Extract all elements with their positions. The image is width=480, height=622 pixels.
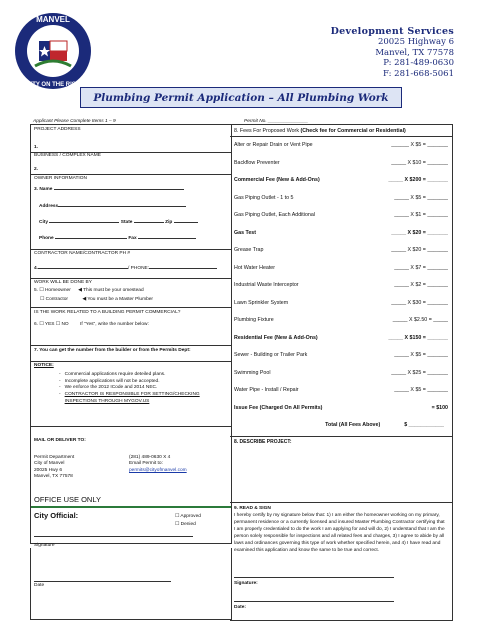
form-title: Plumbing Permit Application – All Plumbing Work xyxy=(93,92,389,104)
notice-item: We enforce the 2012 ICode and 2014 NEC. xyxy=(64,385,158,391)
city-seal-logo xyxy=(13,11,93,91)
contractor-name-input[interactable] xyxy=(38,268,128,269)
permit-email-link[interactable]: permits@cityofmanvel.com xyxy=(129,467,187,473)
fee-label: Gas Test xyxy=(234,229,256,236)
fees-section xyxy=(230,124,453,621)
homeowner-checkbox[interactable]: 5. ☐ Homeowner xyxy=(34,288,71,293)
owner-fax-input[interactable] xyxy=(138,238,196,239)
fee-row xyxy=(234,212,448,218)
department-address2: Manvel, TX 77578 xyxy=(375,47,454,58)
owner-zip-label: Zip xyxy=(165,220,173,225)
fee-amount-input[interactable]: _____ X $5 = _______ xyxy=(394,387,448,393)
fee-row xyxy=(234,370,448,376)
fee-row xyxy=(234,265,448,271)
fee-label: Commercial Fee (New & Add-Ons) xyxy=(234,177,320,183)
contractor-checkbox[interactable]: ☐ Contractor xyxy=(40,297,69,302)
department-title: Development Services xyxy=(330,26,454,37)
fee-label: Swimming Pool xyxy=(234,369,271,376)
fee-row xyxy=(234,142,448,148)
business-label: BUSINESS / COMPLEX NAME xyxy=(34,153,101,158)
owner-name-label: 3. Name xyxy=(34,187,53,192)
fee-row xyxy=(234,317,448,323)
approved-checkbox[interactable]: ☐ Approved xyxy=(175,514,201,519)
fees-header: 8. Fees For Proposed Work xyxy=(234,128,301,134)
contact-phone: (281) 489-0630 X 4 xyxy=(129,455,171,460)
fee-row xyxy=(234,195,448,201)
fee-amount-input[interactable]: _____ X $1 = _______ xyxy=(394,212,448,218)
office-use-title: OFFICE USE ONLY xyxy=(34,495,101,504)
fee-label: Alter or Repair Drain or Vent Pipe xyxy=(234,142,313,148)
owner-city-input[interactable] xyxy=(49,222,119,223)
contractor-note: You must be a Master Plumber xyxy=(87,297,154,302)
notice-item: Incomplete applications will not be accepted. xyxy=(64,378,160,384)
fee-row xyxy=(234,282,448,288)
svg-text:CITY ON THE RISE: CITY ON THE RISE xyxy=(26,82,80,88)
notice-item: Commercial applications require deteiled plans. xyxy=(64,372,166,377)
item7-label: 7. You can get the number from the builder or from the Permits Dept: xyxy=(34,348,191,353)
permit-number: Permit No. _______________ xyxy=(244,119,309,124)
fee-label: Residential Fee (New & Add-Ons) xyxy=(234,334,318,341)
applicant-section xyxy=(30,124,232,544)
fee-row xyxy=(234,160,448,166)
contact-email-label: Email Permit to: xyxy=(129,461,163,467)
fee-label: Gas Piping Outlet, Each Additional xyxy=(234,212,315,218)
owner-address-label: Address xyxy=(39,204,59,209)
item2-label: 2. xyxy=(34,167,39,172)
contractor-label: CONTRACTOR NAME/CONTRACTOR PH # xyxy=(34,251,131,256)
fee-amount-input[interactable]: _____ X $150 = _______ xyxy=(388,334,448,341)
mail-line: City of Manvel xyxy=(34,461,65,467)
contact-info xyxy=(129,455,187,474)
mail-line: 20025 Hwy 6 xyxy=(34,467,62,473)
owner-city-label: City xyxy=(39,220,49,225)
fee-label: Grease Trap xyxy=(234,247,264,253)
fee-amount-input[interactable]: _____ X $20 = _______ xyxy=(391,229,448,236)
fee-amount-input[interactable]: = $100 xyxy=(431,404,448,411)
describe-label: 8. DESCRIBE PROJECT: xyxy=(234,439,292,445)
fee-amount-input[interactable]: ______ X $5 = _______ xyxy=(391,142,448,148)
owner-fax-label: Fax xyxy=(128,236,137,241)
fee-row xyxy=(234,300,448,306)
fee-amount-input[interactable]: _____ X $30 = _______ xyxy=(391,299,448,306)
fee-amount-input[interactable]: _____ X $200 = _______ xyxy=(388,177,448,183)
mail-line: Permit Department xyxy=(34,455,75,460)
fee-amount-input[interactable]: _____ X $10 = _______ xyxy=(391,159,448,166)
fee-amount-input[interactable]: _____ X $5 = _______ xyxy=(394,194,448,201)
applicant-signature-label: Signature: xyxy=(234,581,258,586)
project-address-label: PROJECT ADDRESS xyxy=(34,127,81,132)
fee-amount-input[interactable]: _____ X $2.50 = _____ xyxy=(392,317,448,323)
department-block xyxy=(331,26,454,79)
owner-info-label: OWNER INFORMATION xyxy=(34,176,87,181)
related-label: IS THE WORK RELATED TO A BUILDING PERMIT COMMERCIAL? xyxy=(34,310,181,315)
fee-label: Sewer - Building or Trailer Park xyxy=(234,352,308,358)
fee-amount-input[interactable]: _____ X $20 = _______ xyxy=(391,247,448,253)
fee-amount-input[interactable]: _____ X $2 = _______ xyxy=(394,282,448,288)
item1-label: 1. xyxy=(34,145,39,150)
denied-checkbox[interactable]: ☐ Denied xyxy=(175,522,196,527)
department-address1: 20025 Highway 6 xyxy=(377,37,454,47)
certification-text: I hereby certify by my signature below that: 1) I am either the homeowner working on my primary, permanent residence or a currently licensed and insured Master Plumbing Contractor certifying that I am properly credentialed to do the work I am applying for and will do, 2) I understand that I am the person solely responsible for inspections and all related fees and charges, 3) I agree to abide by all laws and ordinances governing this type of work whether specified herein, and 4) I have read and examined this application and know the same to be true and correct. xyxy=(234,513,445,553)
fee-row xyxy=(234,177,448,183)
office-use-section xyxy=(30,543,232,620)
fee-label: Issue Fee (Charged On All Permits) xyxy=(234,404,323,411)
item6-options[interactable]: 6. ☐ YES ☐ NO xyxy=(34,322,69,327)
owner-address-input[interactable] xyxy=(58,206,186,207)
fee-label: Plumbing Fixture xyxy=(234,317,274,323)
item4-label: 4. xyxy=(34,266,39,271)
fee-row xyxy=(234,335,448,341)
fees-header-note: (Check fee for Commercial or Residential) xyxy=(300,128,406,134)
owner-zip-input[interactable] xyxy=(174,222,198,223)
arrow-left-icon: ◀ xyxy=(82,297,87,302)
owner-name-input[interactable] xyxy=(54,189,184,190)
mail-address xyxy=(34,455,74,481)
notice-label: NOTICE: xyxy=(34,363,54,368)
mail-label: MAIL OR DELIVER TO: xyxy=(34,438,86,443)
department-phone: P: 281-489-0630 xyxy=(383,58,454,68)
read-sign-label: 9. READ & SIGN xyxy=(234,506,271,511)
fee-amount-input[interactable]: _____ X $7 = _______ xyxy=(394,264,448,271)
work-done-by-label: WORK WILL BE DONE BY xyxy=(34,280,92,285)
form-title-box xyxy=(80,87,402,108)
fee-label: Backflow Preventer xyxy=(234,159,280,166)
notice-list: - Commercial applications require deteiled plans. - Incomplete applications will not be accepted. - We enforce the 2012 ICode and 2014 NEC. - CONTRACTOR IS RESPONSIBLE FOR SETTING/CHECKING INSPECTIONS THROUGH MYGOV.US xyxy=(59,372,224,406)
owner-state-label: State xyxy=(120,220,133,225)
applicant-note: Applicant Please Complete Items 1 – 9 xyxy=(33,119,116,124)
total-value[interactable]: $ ____________ xyxy=(404,422,444,428)
official-signature-label: Signature xyxy=(34,543,55,548)
department-fax: F: 281-668-5061 xyxy=(383,68,454,79)
item6-note: If "Yes", write the number below: xyxy=(79,322,149,327)
owner-phone-input[interactable] xyxy=(55,238,127,239)
owner-state-input[interactable] xyxy=(134,222,164,223)
city-official-label: City Official: xyxy=(34,511,79,520)
arrow-left-icon: ◀ xyxy=(78,288,82,293)
fee-amount-input[interactable]: _____ X $25 = _______ xyxy=(391,369,448,376)
item4-phone-label: / PHONE: xyxy=(128,266,150,271)
official-date-label: Date xyxy=(34,583,45,588)
mail-line: Manvel, TX 77578 xyxy=(34,474,73,480)
fee-label: Gas Piping Outlet - 1 to 5 xyxy=(234,194,294,201)
fee-row xyxy=(234,352,448,358)
total-label: Total (All Fees Above) xyxy=(325,422,381,428)
contractor-phone-input[interactable] xyxy=(149,268,217,269)
fee-label: Lawn Sprinkler System xyxy=(234,299,289,306)
homeowner-note: This must be your omestead xyxy=(83,288,144,293)
fee-row xyxy=(234,230,448,236)
fee-row xyxy=(234,387,448,393)
fee-row xyxy=(234,247,448,253)
notice-item: CONTRACTOR IS RESPONSIBLE FOR SETTING/CHECKING INSPECTIONS THROUGH MYGOV.US xyxy=(64,392,200,404)
fee-label: Industrial Waste Interceptor xyxy=(234,282,299,288)
svg-text:MANVEL: MANVEL xyxy=(36,15,70,24)
applicant-date-label: Date: xyxy=(234,605,246,610)
fee-row xyxy=(234,405,448,411)
fee-label: Hot Water Heater xyxy=(234,264,276,271)
fee-amount-input[interactable]: _____ X $5 = _______ xyxy=(394,352,448,358)
fee-label: Water Pipe - Install / Repair xyxy=(234,387,299,393)
owner-phone-label: Phone xyxy=(39,236,54,241)
